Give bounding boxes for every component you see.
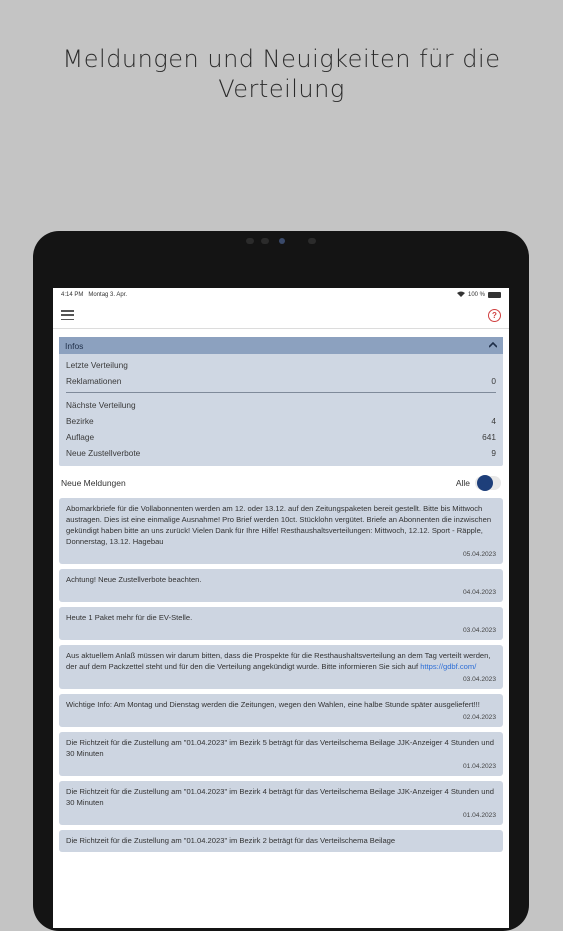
tablet-frame [33, 231, 529, 931]
bezirke-label: Bezirke [66, 416, 94, 426]
reklamationen-value: 0 [491, 376, 496, 386]
message-text: Die Richtzeit für die Zustellung am "01.04.2023" im Bezirk 5 beträgt für das Verteilschema Beilage JJK-Anzeiger 4 Stunden und 30 Minuten [66, 738, 494, 758]
reklamationen-row [66, 373, 496, 389]
battery-percent: 100 % [467, 292, 485, 298]
chevron-up-icon[interactable] [489, 341, 497, 350]
message-text: Aus aktuellem Anlaß müssen wir darum bitten, dass die Prospekte für die Resthaushaltsverteilung an dem Tag verteilt werden, der auf dem Packzettel steht und für den die Verteilung angekündigt wurde. Bitte informieren Sie sich auf [66, 651, 491, 671]
message-card[interactable] [59, 830, 503, 852]
hamburger-menu-icon[interactable] [61, 310, 74, 320]
message-date: 05.04.2023 [462, 551, 496, 558]
app-screen [53, 288, 509, 928]
bezirke-row [66, 413, 496, 429]
message-text: Heute 1 Paket mehr für die EV-Stelle. [66, 613, 193, 622]
zustellverbote-label: Neue Zustellverbote [66, 448, 141, 458]
wifi-icon [457, 291, 465, 299]
sensor-dot [261, 238, 269, 244]
message-link[interactable]: https://gdbf.com/ [420, 662, 477, 671]
infos-header[interactable] [59, 337, 503, 354]
status-date: Montag 3. Apr. [88, 292, 128, 298]
app-bar [53, 302, 509, 329]
message-card[interactable] [59, 498, 503, 564]
neue-meldungen-label: Neue Meldungen [61, 478, 126, 488]
bezirke-value: 4 [491, 416, 496, 426]
auflage-label: Auflage [66, 432, 95, 442]
message-date: 01.04.2023 [462, 763, 496, 770]
message-date: 03.04.2023 [462, 676, 496, 683]
sensor-dot [246, 238, 254, 244]
message-date: 03.04.2023 [462, 627, 496, 634]
infos-title: Infos [65, 340, 84, 351]
camera-icon [279, 238, 285, 244]
battery-icon [488, 292, 501, 298]
sensor-dot [308, 238, 316, 244]
naechste-verteilung-row [66, 397, 496, 413]
zustellverbote-row [66, 445, 496, 461]
zustellverbote-value: 9 [491, 448, 496, 458]
promo-line-1: Meldungen und Neuigkeiten für die [62, 45, 501, 73]
letzte-verteilung-row [66, 357, 496, 373]
messages-list [59, 498, 503, 852]
message-text: Wichtige Info: Am Montag und Dienstag werden die Zeitungen, wegen den Wahlen, eine halbe Stunde später ausgeliefert!!! [66, 700, 480, 709]
naechste-verteilung-label: Nächste Verteilung [66, 400, 136, 410]
alle-toggle[interactable] [475, 476, 501, 490]
promo-line-2: Verteilung [218, 75, 345, 103]
message-date: 04.04.2023 [462, 589, 496, 596]
infos-divider [66, 392, 496, 393]
status-bar [53, 288, 509, 302]
message-date: 02.04.2023 [462, 714, 496, 721]
main-content [53, 329, 509, 852]
help-icon[interactable]: ? [488, 309, 501, 322]
letzte-verteilung-label: Letzte Verteilung [66, 360, 128, 370]
message-card[interactable] [59, 569, 503, 602]
message-card[interactable] [59, 732, 503, 776]
message-card[interactable] [59, 781, 503, 825]
toggle-knob[interactable] [477, 475, 493, 491]
filter-toggle-group [456, 476, 501, 490]
message-card[interactable] [59, 645, 503, 689]
auflage-value: 641 [482, 432, 496, 442]
filter-label: Alle [455, 478, 470, 488]
promo-headline [0, 44, 563, 104]
infos-body [59, 354, 503, 466]
message-card[interactable] [59, 607, 503, 640]
infos-panel [59, 337, 503, 466]
message-text: Abomarkbriefe für die Vollabonnenten werden am 12. oder 13.12. auf den Zeitungspaketen bereit gestellt. Bitte bis Mittwoch austragen. Dies ist eine einmalige Ausnahme! Pro Brief werden 10ct. Stücklohn vergütet. Briefe an Abonnenten die inzwischen gekündigt haben bitte an uns zurück! Vielen Dank für Ihre Hilfe! Resthaushaltsverteilungen: Mittwoch, 12.12. Sport - Räpple, Donnerstag, 13.12. Hagebau [66, 504, 492, 546]
message-date: 01.04.2023 [462, 812, 496, 819]
reklamationen-label: Reklamationen [66, 376, 122, 386]
status-time: 4:14 PM [61, 292, 84, 298]
message-text: Achtung! Neue Zustellverbote beachten. [66, 575, 202, 584]
message-card[interactable] [59, 694, 503, 727]
auflage-row [66, 429, 496, 445]
message-text: Die Richtzeit für die Zustellung am "01.04.2023" im Bezirk 2 beträgt für das Verteilschema Beilage [66, 836, 396, 845]
message-text-container [66, 650, 496, 672]
neue-meldungen-row [61, 476, 501, 490]
message-text: Die Richtzeit für die Zustellung am "01.04.2023" im Bezirk 4 beträgt für das Verteilschema Beilage JJK-Anzeiger 4 Stunden und 30 Minuten [66, 787, 494, 807]
